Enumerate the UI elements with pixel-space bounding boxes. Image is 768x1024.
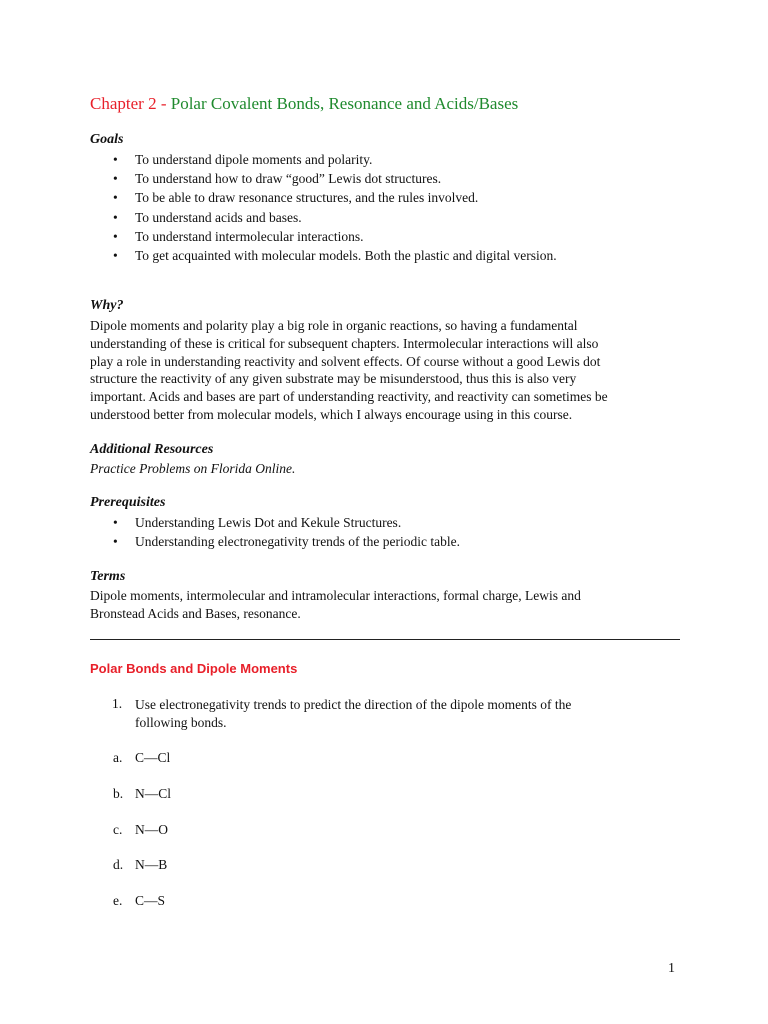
goal-text: To understand acids and bases. bbox=[135, 209, 302, 225]
prerequisites-heading: Prerequisites bbox=[90, 495, 166, 510]
section-title: Polar Bonds and Dipole Moments bbox=[90, 661, 298, 676]
question-number: 1. bbox=[112, 696, 123, 711]
terms-heading: Terms bbox=[90, 569, 126, 584]
goals-heading: Goals bbox=[90, 132, 124, 147]
question-line: following bonds. bbox=[135, 714, 227, 730]
bullet-icon: • bbox=[113, 190, 118, 206]
list-item bbox=[90, 169, 557, 188]
goals-list bbox=[90, 150, 557, 265]
title-separator: - bbox=[156, 94, 171, 113]
option-text: C—S bbox=[135, 893, 166, 908]
paragraph-line: play a role in understanding reactivity and solvent effects. Of course without a good Lewis dot bbox=[90, 353, 601, 369]
goal-text: To be able to draw resonance structures, and the rules involved. bbox=[135, 190, 479, 206]
prerequisite-text: Understanding Lewis Dot and Kekule Structures. bbox=[135, 515, 402, 530]
question-line: Use electronegativity trends to predict the direction of the dipole moments of the bbox=[135, 697, 572, 712]
why-paragraph bbox=[90, 317, 680, 424]
prerequisites-list bbox=[90, 513, 460, 551]
bullet-icon: • bbox=[113, 228, 118, 244]
paragraph-line: understanding of these is critical for subsequent chapters. Intermolecular interactions will also bbox=[90, 335, 599, 351]
option-label: a. bbox=[113, 750, 123, 765]
bullet-icon: • bbox=[113, 209, 118, 225]
list-item bbox=[90, 513, 460, 532]
paragraph-line: understood better from molecular models, which I always encourage using in this course. bbox=[90, 406, 573, 422]
why-heading: Why? bbox=[90, 298, 124, 313]
bullet-icon: • bbox=[113, 152, 118, 167]
page-number: 1 bbox=[668, 961, 675, 976]
bullet-icon: • bbox=[113, 247, 118, 263]
paragraph-line: Dipole moments, intermolecular and intramolecular interactions, formal charge, Lewis and bbox=[90, 588, 581, 603]
list-item bbox=[90, 227, 557, 246]
option-text: C—Cl bbox=[135, 750, 171, 765]
bullet-icon: • bbox=[113, 515, 118, 530]
question-text bbox=[135, 696, 571, 732]
terms-paragraph bbox=[90, 587, 680, 623]
chapter-subject: Polar Covalent Bonds, Resonance and Acids/Bases bbox=[170, 94, 519, 113]
option-text: N—Cl bbox=[135, 786, 172, 801]
list-item bbox=[90, 150, 557, 169]
goal-text: To understand intermolecular interactions. bbox=[135, 228, 364, 244]
paragraph-line: important. Acids and bases are part of understanding reactivity, and reactivity can sometimes be bbox=[90, 389, 608, 405]
paragraph-line: Bronstead Acids and Bases, resonance. bbox=[90, 605, 301, 621]
chapter-title bbox=[90, 94, 518, 114]
list-item bbox=[90, 532, 460, 551]
bullet-icon: • bbox=[113, 171, 118, 187]
bullet-icon: • bbox=[113, 534, 118, 550]
list-item bbox=[90, 188, 557, 207]
resources-text: Practice Problems on Florida Online. bbox=[90, 461, 296, 476]
option-label: b. bbox=[113, 786, 124, 801]
goal-text: To understand dipole moments and polarity. bbox=[135, 152, 373, 167]
paragraph-line: Dipole moments and polarity play a big role in organic reactions, so having a fundamental bbox=[90, 318, 578, 333]
section-divider bbox=[90, 639, 680, 640]
chapter-label: Chapter 2 bbox=[90, 94, 157, 113]
prerequisite-text: Understanding electronegativity trends of the periodic table. bbox=[135, 534, 461, 550]
option-label: d. bbox=[113, 857, 124, 872]
option-label: e. bbox=[113, 893, 123, 908]
resources-heading: Additional Resources bbox=[90, 442, 214, 457]
option-text: N—O bbox=[135, 822, 168, 837]
paragraph-line: structure the reactivity of any given substrate may be misunderstood, thus this is also very bbox=[90, 371, 577, 387]
list-item bbox=[90, 208, 557, 227]
list-item bbox=[90, 246, 557, 265]
option-label: c. bbox=[113, 822, 123, 837]
option-text: N—B bbox=[135, 857, 168, 872]
goal-text: To get acquainted with molecular models. Both the plastic and digital version. bbox=[135, 247, 557, 263]
goal-text: To understand how to draw “good” Lewis dot structures. bbox=[135, 171, 442, 187]
